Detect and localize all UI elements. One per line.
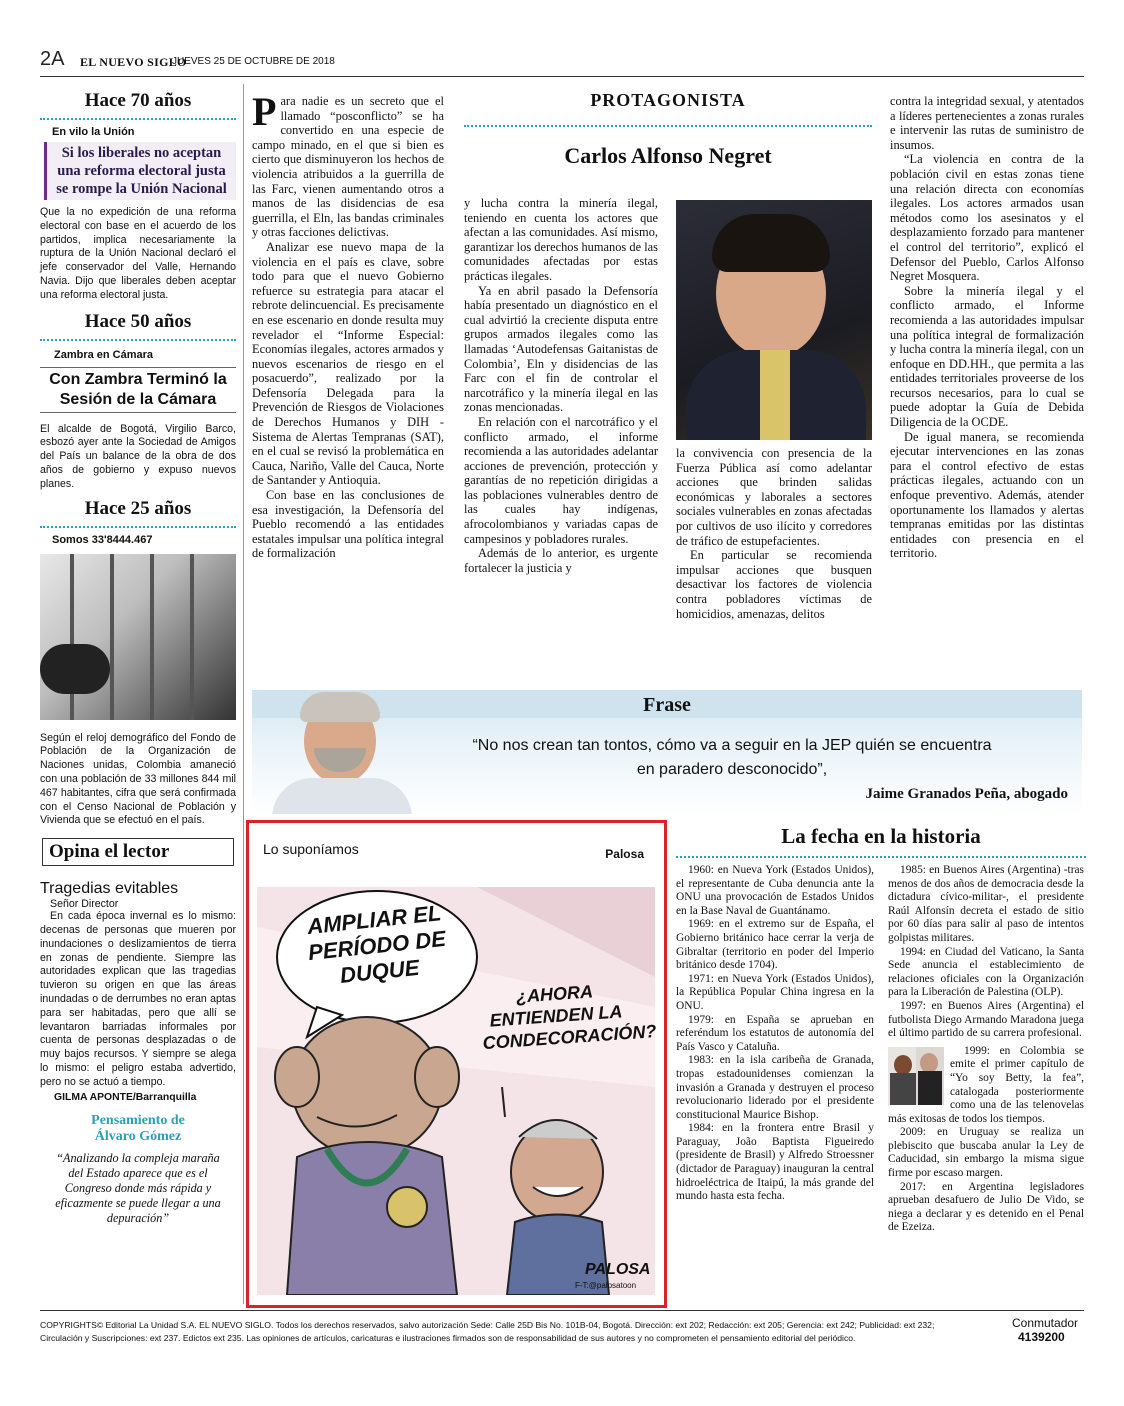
article-col4-p2: “La violencia en contra de la población civil en estas zonas tiene una relación directa con economías ilegales. Los actores armados usan métodos como los asesinatos y el desplazamiento forzado para mantener el control del territorio”, explicó el Defensor del Pueblo, Carlos Alfonso Negret Mosquera.: [890, 152, 1084, 284]
hace-50-headline: Con Zambra Terminó la Sesión de la Cámara: [40, 367, 236, 413]
article-col2-p1: y lucha contra la minería ilegal, teniendo en cuenta los actores que afectan a las comunidades. Así mismo, garantizar los derechos humanos de las comunidades afectadas por estas prácticas ilegales.: [464, 196, 658, 283]
article-col-4: [890, 94, 1084, 561]
cartoon-box: [246, 820, 667, 1308]
hace-70-kicker: En vilo la Unión: [52, 126, 135, 138]
footer-line-2: Circulación y Suscripciones: ext 237. Edictos ext 235. Las opiniones de artículos, caricaturas e ilustraciones firmados son de responsabilidad de sus autores y no comprometen el pensamiento editorial del periódico.: [40, 1333, 856, 1343]
divider: [40, 339, 236, 341]
betty-photo: [888, 1047, 944, 1105]
hace-70-headline: Si los liberales no aceptan una reforma electoral justa se rompe la Unión Nacional: [44, 142, 236, 200]
article-col2-p2: Ya en abril pasado la Defensoría había presentado un diagnóstico en el cual advirtió la creciente disputa entre grupos armados ilegales como las llamadas ‘Autodefensas Gaitanistas de Colombia’, Eln y disidencias de las Farc con el fin de controlar el narcotráfico y la minería ilegal en las zonas mencionadas.: [464, 283, 658, 415]
article-col4-p1: contra la integridad sexual, y atentados a líderes pertenecientes a zonas rurales e intervenir las rutas de suministro de insumos.: [890, 94, 1084, 152]
hace-70-heading: Hace 70 años: [84, 90, 192, 111]
header-rule: [40, 76, 1084, 77]
drop-cap: P: [252, 89, 277, 134]
opina-heading: Opina el lector: [42, 838, 234, 866]
page-number: 2A: [40, 48, 65, 70]
header-date: JUEVES 25 DE OCTUBRE DE 2018: [172, 56, 335, 67]
article-col1-p3: Con base en las conclusiones de esa investigación, la Defensoría del Pueblo recomendó a las entidades estatales impulsar una política integral de formalización: [252, 488, 444, 561]
article-title: Carlos Alfonso Negret: [564, 143, 772, 168]
frase-quote: [452, 734, 1012, 782]
pensamiento-heading-line1: Pensamiento de: [91, 1112, 185, 1128]
pensamiento-heading-line2: Álvaro Gómez: [94, 1128, 182, 1144]
cartoon-signature: PALOSA: [585, 1261, 651, 1278]
historia-1999: 1999: en Colombia se emite el primer capítulo de “Yo soy Betty, la fea”, catalogada posteriormente como una de las telenovelas más exitosas de todos los tiempos.: [888, 1044, 1084, 1125]
article-col3-p2: En particular se recomienda impulsar acciones que busquen desactivar los factores de violencia contra pobladores víctimas de homicidios, amenazas, delitos: [676, 548, 872, 621]
cartoon-artist: Palosa: [605, 847, 644, 861]
historia-col-right: [888, 864, 1084, 1235]
historia-betty-block: [888, 1045, 1084, 1127]
article-col1-p1: ara nadie es un secreto que el llamado “posconflicto” se ha convertido en una especie de campo minado, en el que si bien es cierto que disminuyeron los hechos de violencia atribuidos a la guerrilla de las Farc, vienen aumentando otros a manos de las disidencias de esa guerrilla, el Eln, las bandas criminales y otras facciones delictivas.: [252, 94, 444, 240]
article-col1-p2: Analizar ese nuevo mapa de la violencia en el país es clave, sobre todo para que el nuevo Gobierno refuerce su estrategia para atacar el rebrote delincuencial. Es precisamente en ese escenario en donde resulta muy revelador el “Informe Especial: Economías ilegales, actores armados y nuevos escenarios de riesgo en el posacuerdo”, realizado por la Defensoría Delegada para la Prevención de Riesgos de Violaciones de Derechos Humanos y DIH - Sistema de Alertas Tempranas (SAT), en el cual se revisó la problemática en Cauca, Nariño, Valle del Cauca, Norte de Santander y Antioquia.: [252, 239, 444, 488]
sidebar: [40, 84, 236, 1304]
conmutador-number: 4139200: [1018, 1330, 1065, 1344]
historia-1985: 1985: en Buenos Aires (Argentina) -tras menos de dos años de democracia desde la dictadura cívico-militar-, el presidente Raúl Alfonsín decreta el estado de sitio por 60 días para salir al paso de intentos golpistas militares.: [888, 864, 1084, 944]
cartoon-credit: F-T:@palosatoon: [575, 1281, 637, 1290]
historia-1984: 1984: en la frontera entre Brasil y Paraguay, João Baptista Figueiredo (presidente de Brasil) y Alfredo Stroessner (dictador de Paraguay) inauguran la central hidroeléctrica de Itaipú, la más grande del mundo hasta esta fecha.: [676, 1122, 874, 1203]
pensamiento-quote: “Analizando la compleja maraña del Estado aparece que es el Congreso donde más rápida y eficazmente se puede llegar a una depuración”: [55, 1150, 221, 1225]
section-rule: [464, 125, 872, 127]
pensamiento-heading: [40, 1113, 236, 1145]
masthead: EL NUEVO SIGLO: [80, 55, 187, 69]
article-col4-p4: De igual manera, se recomienda ejecutar intervenciones en las zonas para el control efectivo de estas prácticas ilegales, actuando con un enfoque preventivo. Además, atender oportunamente los llamados y alertas tempranas emitidas por las distintas entidades con presencia en el territorio.: [890, 429, 1084, 561]
cartoon-title: Lo suponíamos: [263, 841, 359, 857]
article-col3-p1: la convivencia con presencia de la Fuerza Pública así como adelantar acciones que brinden salidas económicas y laborales a sectores sociales vulnerables en zonas afectadas por cultivos de uso ilícito y corredores de tráfico de estupefacientes.: [676, 446, 872, 548]
article-col2-p4: Además de lo anterior, es urgente fortalecer la justicia y: [464, 546, 658, 575]
footer-line-1: COPYRIGHTS© Editorial La Unidad S.A. EL NUEVO SIGLO. Todos los derechos reservados, salvo autorización Sede: Calle 25D Bis No. 101B-04, Bogotá. Dirección: ext 202; Redacción: ext 205; Gerencia: ext 242; Publicidad: ext 232;: [40, 1320, 935, 1330]
historia-col-left: [676, 864, 874, 1204]
opina-salutation: Señor Director: [50, 898, 119, 911]
frase-quote-line1: “No nos crean tan tontos, cómo va a seguir en la JEP quién se encuentra: [472, 737, 992, 754]
conmutador-label: Conmutador: [1012, 1316, 1079, 1330]
article-col-3: [676, 446, 872, 621]
historia-1971: 1971: en Nueva York (Estados Unidos), la República Popular China ingresa en la ONU.: [676, 972, 874, 1012]
historia-rule: [676, 856, 1086, 858]
speech-bubble-2-text: ¿AHORA ENTIENDEN LA CONDECORACIÓN?: [482, 981, 657, 1054]
hace-50-text: El alcalde de Bogotá, Virgilio Barco, esbozó ayer ante la Sociedad de Amigos del País un balance de la obra de dos años de gobierno y expuso nuevos planes.: [40, 422, 236, 490]
historia-2009: 2009: en Uruguay se realiza un plebiscito que buscaba anular la Ley de Caducidad, sin embargo la misma sigue firme por escaso margen.: [888, 1126, 1084, 1180]
article-col2-p3: En relación con el narcotráfico y el conflicto armado, el informe recomienda a las autoridades adelantar acciones de prevención, protección y garantías de no repetición dirigidas a las poblaciones vulnerables dentro de las cuales hay indígenas, afrocolombianos y variadas capas de campesinos y pobladores rurales.: [464, 414, 658, 546]
hace-25-text: Según el reloj demográfico del Fondo de Población de la Organización de Naciones unidas, Colombia amaneció con una población de 33 millones 844 mil 467 habitantes, cifra que será confirmada con el Censo Nacional de Población y Vivienda que se efectuó en el país.: [40, 731, 236, 827]
article-col4-p3: Sobre la minería ilegal y el conflicto armado, el Informe recomienda a las autoridades impulsar una política integral de formalización y lucha contra la minería ilegal, con un enfoque en DD.HH., que permita a las entidades territoriales proveerse de los recursos necesarios, para lo cual se puede adoptar la Guía de Debida Diligencia de la OCDE.: [890, 283, 1084, 430]
historia-1997: 1997: en Buenos Aires (Argentina) el futbolista Diego Armando Maradona juega el último partido de su carrera profesional.: [888, 999, 1084, 1040]
historia-1979: 1979: en España se aprueban en referéndum los estatutos de autonomía del País Vasco y Cataluña.: [676, 1013, 874, 1053]
hace-25-photo: [40, 554, 236, 720]
historia-heading: La fecha en la historia: [781, 824, 981, 848]
footer-rule: [40, 1310, 1084, 1311]
historia-2017: 2017: en Argentina legisladores aprueban desafuero de Julio De Vido, se niega a declarar y es detenido en el Penal de Ezeiza.: [888, 1180, 1084, 1234]
frase-quote-line2: en paradero desconocido”,: [636, 761, 828, 778]
column-rule: [243, 84, 244, 1304]
hace-25-kicker: Somos 33'8444.467: [52, 533, 153, 546]
hace-50-kicker: Zambra en Cámara: [54, 348, 154, 361]
hace-70-text: Que la no expedición de una reforma electoral con base en el acuerdo de los partidos, implica necesariamente la ruptura de la Unión Nacional declaró el jefe conservador del Valle, Hernando Navia. Dijo que liberales deben aceptar una reforma electoral justa.: [40, 206, 236, 301]
opina-signature: GILMA APONTE/Barranquilla: [54, 1091, 197, 1103]
speech-bubble-1-text: AMPLIAR EL PERÍODO DE DUQUE: [306, 900, 447, 988]
opina-title: Tragedias evitables: [40, 880, 179, 898]
divider: [40, 526, 236, 528]
frase-portrait: [272, 690, 412, 814]
negret-photo: [676, 200, 872, 440]
historia-1994: 1994: en Ciudad del Vaticano, la Santa Sede anuncia el establecimiento de relaciones oficiales con la Organización para la Liberación de Palestina (OLP).: [888, 945, 1084, 999]
hace-25-heading: Hace 25 años: [84, 497, 192, 519]
frase-box: [252, 690, 1082, 814]
hace-50-heading: Hace 50 años: [84, 310, 192, 332]
frase-author: Jaime Granados Peña, abogado: [865, 786, 1068, 802]
historia-1969: 1969: en el extremo sur de España, el Gobierno británico hace cerrar la verja de Gibraltar (territorio en poder del Imperio británico desde 1704).: [676, 918, 874, 972]
article-col-1: [252, 89, 444, 561]
opina-text: En cada época invernal es lo mismo: decenas de personas que mueren por inundaciones o deslizamientos de tierra en zonas de pendiente. Siempre las autoridades explican que las tragedias tuvieron su origen en que las áreas inundadas o de derrumbes no eran aptas para ser habitadas, pero que allí se levantaron barriadas informales por cuenta de personas desplazadas o de muy bajos recursos. Y siempre se alega lo mismo: el peligro estaba advertido, pero no se actuó a tiempo.: [40, 910, 236, 1088]
article-section: PROTAGONISTA: [590, 90, 746, 110]
article-col-2: [464, 196, 658, 575]
divider: [40, 118, 236, 120]
historia-1960: 1960: en Nueva York (Estados Unidos), el representante de Cuba denuncia ante la ONU una provocación de Estados Unidos en la Base Naval de Guantánamo.: [676, 864, 874, 917]
historia-1983: 1983: en la isla caribeña de Granada, tropas estadounidenses comienzan la invasión a Granada y destruyen el proceso revolucionario liderado por el presidente constitucional Maurice Bishop.: [676, 1054, 874, 1121]
frase-heading: Frase: [643, 694, 691, 716]
